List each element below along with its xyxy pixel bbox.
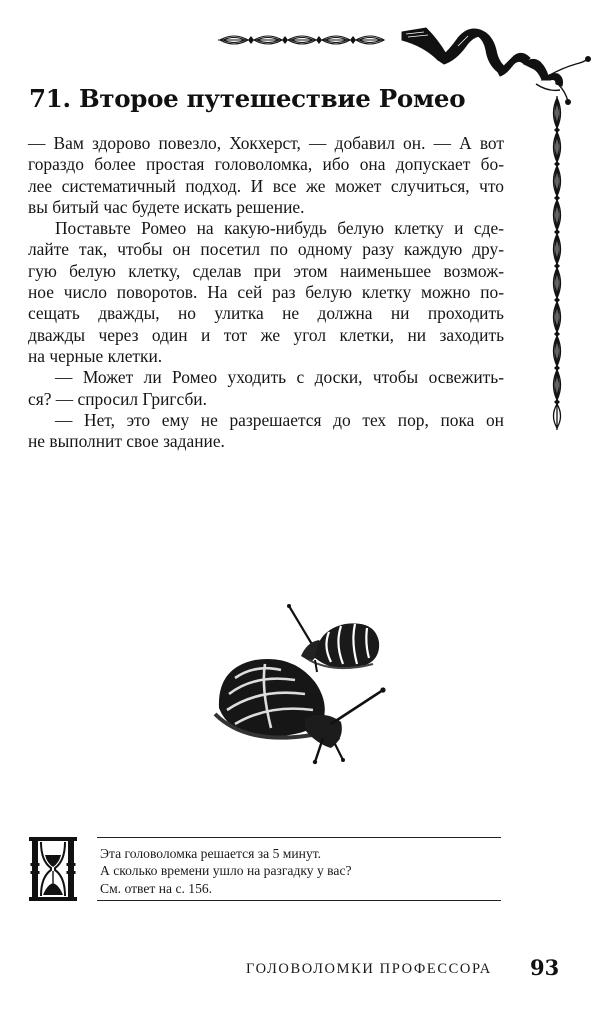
body-line: дважды через один и тот же угол клетки, ни заходить	[28, 324, 504, 345]
body-line: гораздо более простая головоломка, ибо она допускает бо-	[28, 154, 504, 175]
body-line: Поставьте Ромео на какую-нибудь белую клетку и сде-	[55, 218, 504, 239]
body-line: сещать дважды, но улитка не должна ни проходить	[28, 303, 504, 324]
caption-line: См. ответ на с. 156.	[100, 880, 213, 896]
body-line: ное число поворотов. На сей раз белую клетку можно по-	[28, 282, 504, 303]
body-line: — Нет, это ему не разрешается до тех пор, пока он	[55, 409, 504, 430]
page-title: 71. Второе путешествие Ромео	[29, 84, 466, 113]
body-line: лайте так, чтобы он посетил по одному разу каждую дру-	[28, 239, 504, 260]
body-line: на черные клетки.	[28, 345, 163, 366]
body-line: вы битый час будете искать решение.	[28, 196, 305, 217]
horizontal-chain-ornament-icon	[216, 30, 386, 50]
snails-illustration-icon	[205, 598, 395, 770]
caption-line: Эта головоломка решается за 5 минут.	[100, 846, 322, 861]
body-line: ся? — спросил Григсби.	[28, 388, 207, 409]
caption-top-rule	[97, 837, 501, 838]
body-line: гую белую клетку, сделав при этом наименьшее возмож-	[28, 260, 504, 281]
body-text	[28, 133, 504, 452]
body-line: — Может ли Ромео уходить с доски, чтобы освежить-	[55, 367, 504, 388]
vertical-chain-ornament-icon	[549, 96, 565, 430]
timer-caption	[100, 845, 352, 897]
running-head: ГОЛОВОЛОМКИ ПРОФЕССОРА	[246, 961, 492, 977]
hourglass-icon	[29, 837, 77, 901]
body-line: лее систематичный подход. И все же может случиться, что	[28, 175, 504, 196]
body-line: не выполнит свое задание.	[28, 431, 225, 452]
caption-line: А сколько времени ушло на разгадку у вас?	[100, 863, 352, 879]
body-line: — Вам здорово повезло, Хокхерст, — добавил он. — А вот	[28, 133, 504, 153]
page-number: 93	[530, 955, 560, 980]
caption-bottom-rule	[97, 900, 501, 901]
